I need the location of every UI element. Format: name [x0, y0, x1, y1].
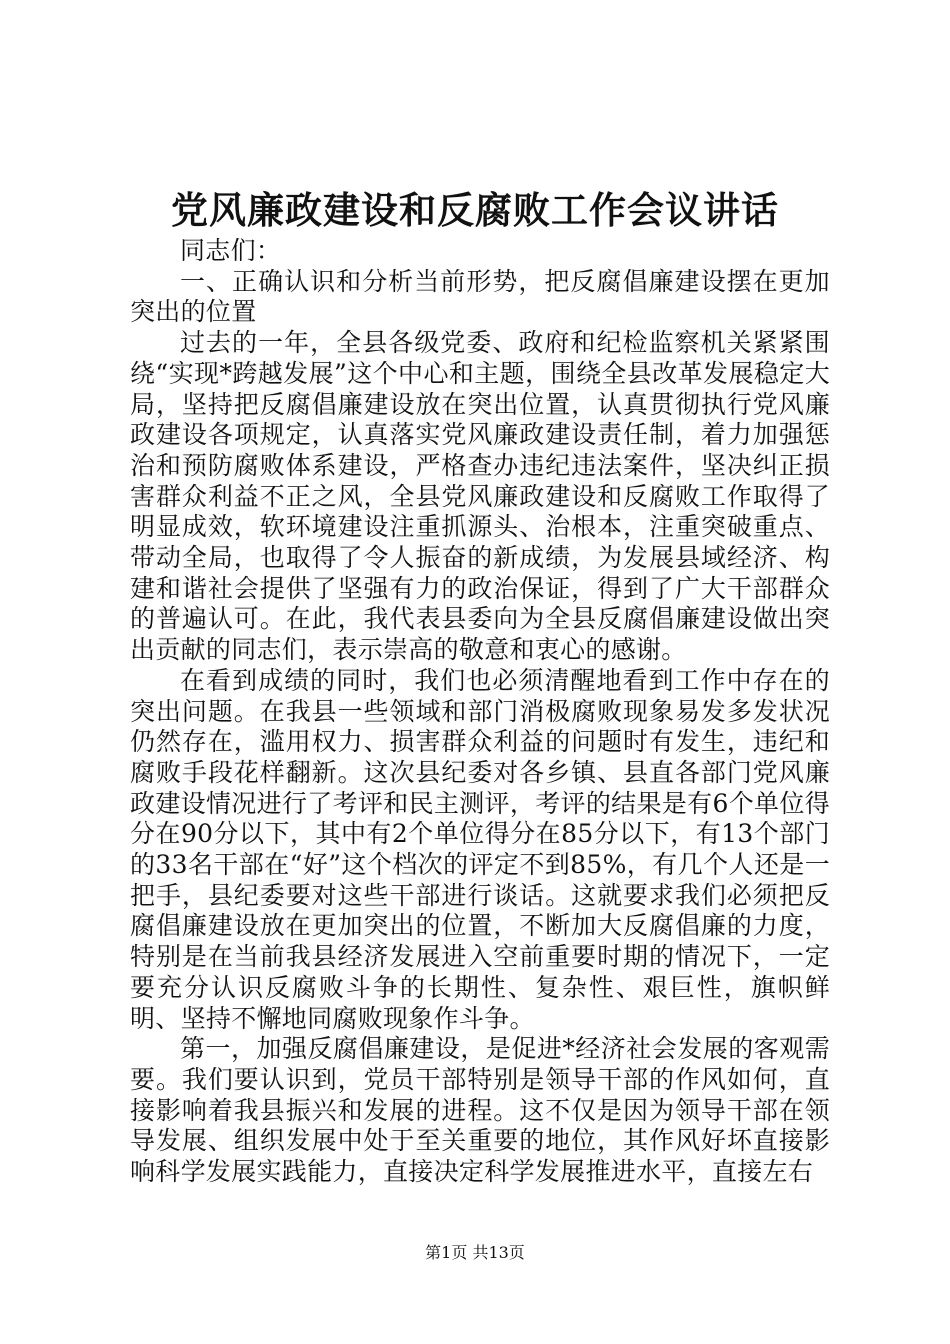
salutation: 同志们：: [180, 236, 282, 265]
paragraph: 在看到成绩的同时，我们也必须清醒地看到工作中存在的突出问题。在我县一些领域和部门消极腐败现象易发多发状况仍然存在，滥用权力、损害群众利益的问题时有发生，违纪和腐败手段花样翻新。这次县纪委对各乡镇、县直各部门党风廉政建设情况进行了考评和民主测评，考评的结果是有6个单位得分在90分以下，其中有2个单位得分在85分以下，有13个部门的33名干部在“好”这个档次的评定不到85%，有几个人还是一把手，县纪委要对这些干部进行谈话。这就要求我们必须把反腐倡廉建设放在更加突出的位置，不断加大反腐倡廉的力度，特别是在当前我县经济发展进入空前重要时期的情况下，一定要充分认识反腐败斗争的长期性、复杂性、艰巨性，旗帜鲜明、坚持不懈地同腐败现象作斗争。: [130, 665, 830, 1033]
paragraph: 第一，加强反腐倡廉建设，是促进*经济社会发展的客观需要。我们要认识到，党员干部特别是领导干部的作风如何，直接影响着我县振兴和发展的进程。这不仅是因为领导干部在领导发展、组织发展中处于至关重要的地位，其作风好坏直接影响科学发展实践能力，直接决定科学发展推进水平，直接左右: [130, 1034, 830, 1187]
document-body: [130, 236, 830, 1188]
paragraph: 过去的一年，全县各级党委、政府和纪检监察机关紧紧围绕“实现*跨越发展”这个中心和主题，围绕全县改革发展稳定大局，坚持把反腐倡廉建设放在突出位置，认真贯彻执行党风廉政建设各项规定，认真落实党风廉政建设责任制，着力加强惩治和预防腐败体系建设，严格查办违纪违法案件，坚决纠正损害群众利益不正之风，全县党风廉政建设和反腐败工作取得了明显成效，软环境建设注重抓源头、治根本，注重突破重点、带动全局，也取得了令人振奋的新成绩，为发展县域经济、构建和谐社会提供了坚强有力的政治保证，得到了广大干部群众的普遍认可。在此，我代表县委向为全县反腐倡廉建设做出突出贡献的同志们，表示崇高的敬意和衷心的感谢。: [130, 328, 830, 665]
page-footer: 第1页 共13页: [425, 1243, 525, 1262]
document-title: 党风廉政建设和反腐败工作会议讲话: [171, 188, 779, 232]
section-heading: 一、正确认识和分析当前形势，把反腐倡廉建设摆在更加突出的位置: [130, 266, 830, 327]
